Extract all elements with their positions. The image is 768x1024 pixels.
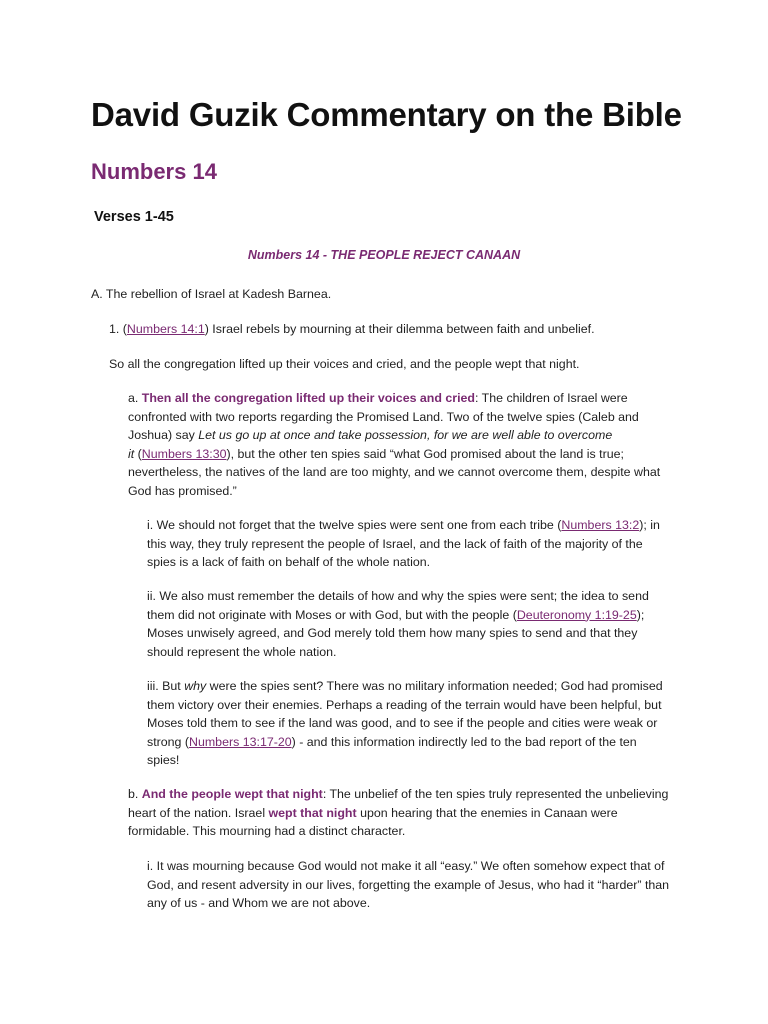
ref-numbers-13-30[interactable]: Numbers 13:30 bbox=[141, 446, 227, 461]
para-i-line-1 bbox=[147, 516, 660, 535]
para-i-text: ); in bbox=[639, 518, 660, 532]
para-b-line-1 bbox=[128, 785, 668, 804]
para-ii-line-1: ii. We also must remember the details of how and why the spies were sent; the idea to send bbox=[147, 589, 649, 603]
para-b-highlight: wept that night bbox=[268, 805, 357, 820]
point-1-suffix: ) Israel rebels by mourning at their dilemma between faith and unbelief. bbox=[204, 322, 595, 336]
ref-numbers-13-2[interactable]: Numbers 13:2 bbox=[561, 518, 640, 532]
para-b-line-2 bbox=[128, 804, 618, 823]
para-ii-line-2 bbox=[147, 606, 644, 625]
para-i-line-2: this way, they truly represent the people of Israel, and the lack of faith of the majority of the bbox=[147, 536, 643, 551]
para-a-line-4 bbox=[128, 445, 624, 464]
para-iii-emphasis: why bbox=[184, 679, 207, 693]
para-a-line-3 bbox=[128, 426, 612, 445]
para-a-text: Joshua) say bbox=[128, 428, 199, 443]
para-iii-line-3: Moses told them to see if the land was good, and to see if the people and cities were weak or bbox=[147, 716, 658, 731]
para-iii-line-1 bbox=[147, 677, 663, 696]
chapter-heading: Numbers 14 bbox=[91, 159, 217, 184]
para-b-highlight: And the people wept that night bbox=[141, 787, 323, 801]
para-i-text: i. We should not forget that the twelve spies were sent one from each tribe ( bbox=[147, 518, 562, 532]
para-b-i-line-1: i. It was mourning because God would not make it all “easy.” We often somehow expect that of bbox=[147, 859, 665, 873]
para-a-line-6: God has promised.” bbox=[128, 484, 237, 498]
para-b-text: : The unbelief of the ten spies truly represented the unbelieving bbox=[322, 787, 669, 801]
para-b-text: upon hearing that the enemies in Canaan were bbox=[356, 805, 618, 820]
para-b-marker: b. bbox=[128, 787, 142, 801]
para-iii-text: ) - and this information indirectly led to the bad report of the ten bbox=[291, 734, 637, 749]
point-1 bbox=[109, 320, 595, 339]
para-b-text: heart of the nation. Israel bbox=[128, 805, 269, 820]
para-a-highlight: Then all the congregation lifted up their voices and cried bbox=[141, 391, 476, 405]
para-a-line-5: nevertheless, the natives of the land are too mighty, and we cannot overcome them, despite what bbox=[128, 465, 661, 480]
outline-a: A. The rebellion of Israel at Kadesh Barnea. bbox=[91, 287, 332, 301]
para-a-line-1 bbox=[128, 389, 628, 408]
para-a-text: ), but the other ten spies said “what God promised about the land is true; bbox=[226, 446, 624, 461]
section-heading: Numbers 14 - THE PEOPLE REJECT CANAAN bbox=[247, 248, 521, 262]
para-a-line-2: confronted with two reports regarding the Promised Land. Two of the twelve spies (Caleb and bbox=[128, 409, 639, 424]
ref-numbers-14-1[interactable]: Numbers 14:1 bbox=[126, 322, 205, 336]
ref-numbers-13-17-20[interactable]: Numbers 13:17-20 bbox=[189, 734, 292, 749]
para-iii-text: strong ( bbox=[147, 734, 190, 749]
point-1-prefix: 1. ( bbox=[109, 322, 127, 336]
para-b-line-3: formidable. This mourning had a distinct character. bbox=[128, 824, 406, 839]
para-ii-text: them did not originate with Moses or with God, but with the people ( bbox=[147, 607, 517, 622]
para-iii-line-4 bbox=[147, 733, 637, 752]
para-i-line-3: spies is a lack of faith on behalf of the whole nation. bbox=[147, 555, 431, 570]
scripture-line: So all the congregation lifted up their voices and cried, and the people wept that night. bbox=[109, 357, 580, 371]
para-a-marker: a. bbox=[128, 391, 142, 405]
para-a-quote: Let us go up at once and take possession, for we are well able to overcome bbox=[198, 428, 613, 443]
para-ii-line-3: Moses unwisely agreed, and God merely told them how many spies to send and that they bbox=[147, 626, 638, 641]
para-b-i-line-2: God, and resent adversity in our lives, forgetting the example of Jesus, who had it “harder” than bbox=[147, 877, 670, 892]
para-ii-text: ); bbox=[636, 607, 645, 622]
para-a-quote: it bbox=[128, 446, 135, 461]
verses-heading: Verses 1-45 bbox=[94, 209, 174, 225]
para-iii-text: iii. But bbox=[147, 679, 185, 693]
ref-deuteronomy-1-19-25[interactable]: Deuteronomy 1:19-25 bbox=[516, 607, 637, 622]
para-iii-line-5: spies! bbox=[147, 753, 180, 768]
para-iii-line-2: them victory over their enemies. Perhaps a reading of the terrain would have been helpful, but bbox=[147, 697, 662, 712]
page-title: David Guzik Commentary on the Bible bbox=[91, 96, 682, 133]
para-iii-text: were the spies sent? There was no military information needed; God had promised bbox=[206, 679, 663, 693]
para-a-text: ( bbox=[134, 446, 142, 461]
para-a-text: : The children of Israel were bbox=[475, 391, 628, 405]
para-b-i-line-3: any of us - and Whom we are not above. bbox=[147, 896, 371, 911]
para-ii-line-4: should represent the whole nation. bbox=[147, 644, 337, 659]
